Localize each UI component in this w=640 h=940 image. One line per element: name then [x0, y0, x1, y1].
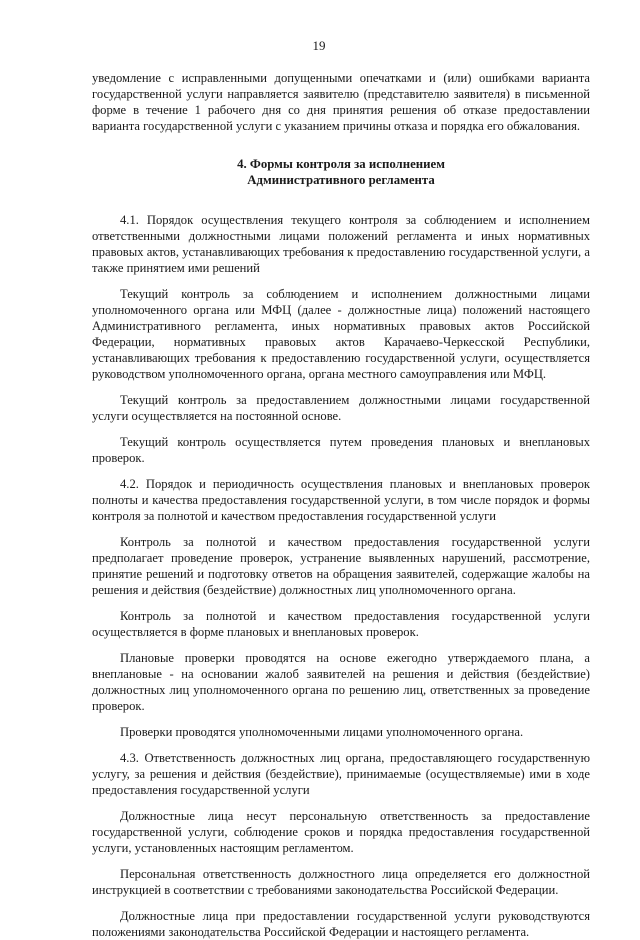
section-heading — [92, 156, 590, 188]
section-heading-line-1: 4. Формы контроля за исполнением — [237, 157, 445, 171]
page-number: 19 — [312, 38, 326, 53]
paragraph-permanent-basis: Текущий контроль за предоставлением должностными лицами государственной услуги осуществляется на постоянной основе. — [92, 393, 590, 423]
paragraph-quality-control: Контроль за полнотой и качеством предоставления государственной услуги предполагает проведение проверок, устранение выявленных нарушений, рассмотрение, принятие решений и подготовку ответов на обращения заявителей, содержащие жалобы на решения и действия (бездействие) должностных лиц уполномоченного органа. — [92, 535, 590, 597]
section-heading-line-2: Административного регламента — [247, 173, 435, 187]
paragraph-current-control: Текущий контроль за соблюдением и исполнением должностными лицами уполномоченного органа или МФЦ (далее - должностные лица) положений настоящего Административного регламента, иных нормативных правовых актов Российской Федерации, нормативных правовых актов Карачаево-Черкесской Республики, устанавливающих требования к предоставлению государственной услуги, осуществляется руководством уполномоченного органа, органа местного самоуправления или МФЦ. — [92, 287, 590, 381]
paragraph-4-3: 4.3. Ответственность должностных лиц органа, предоставляющего государственную услугу, за решения и действия (бездействие), принимаемые (осуществляемые) ими в ходе предоставления государственной услуги — [92, 751, 590, 797]
paragraph-legislation: Должностные лица при предоставлении государственной услуги руководствуются положениями законодательства Российской Федерации и настоящего регламента. — [92, 909, 590, 939]
intro-paragraph: уведомление с исправленными допущенными опечатками и (или) ошибками варианта государственной услуги направляется заявителю (представителю заявителя) в письменной форме в течение 1 рабочего дня со дня принятия решения об отказе предоставлении варианта государственной услуги с указанием причины отказа и порядка его обжалования. — [92, 71, 590, 133]
paragraph-4-2: 4.2. Порядок и периодичность осуществления плановых и внеплановых проверок полноты и качества предоставления государственной услуги, в том числе порядок и формы контроля за полнотой и качеством предоставления государственной услуги — [92, 477, 590, 523]
paragraph-personal-responsibility: Должностные лица несут персональную ответственность за предоставление государственной услуги, соблюдение сроков и порядка предоставления государственной услуги, установленных настоящим регламентом. — [92, 809, 590, 855]
paragraph-4-1: 4.1. Порядок осуществления текущего контроля за соблюдением и исполнением ответственными должностными лицами положений регламента и иных нормативных правовых актов, устанавливающих требования к предоставлению государственной услуги, а также принятием ими решений — [92, 213, 590, 275]
paragraph-planned-inspections: Плановые проверки проводятся на основе ежегодно утверждаемого плана, а внеплановые - на основании жалоб заявителей на решения и действия (бездействие) должностных лиц уполномоченного органа по решению лиц, ответственных за проведение проверок. — [92, 651, 590, 713]
paragraph-inspections: Текущий контроль осуществляется путем проведения плановых и внеплановых проверок. — [92, 435, 590, 465]
paragraph-authorized-persons: Проверки проводятся уполномоченными лицами уполномоченного органа. — [120, 725, 524, 739]
paragraph-job-instruction: Персональная ответственность должностного лица определяется его должностной инструкцией в соответствии с требованиями законодательства Российской Федерации. — [92, 867, 590, 897]
paragraph-control-form: Контроль за полнотой и качеством предоставления государственной услуги осуществляется в форме плановых и внеплановых проверок. — [92, 609, 590, 639]
